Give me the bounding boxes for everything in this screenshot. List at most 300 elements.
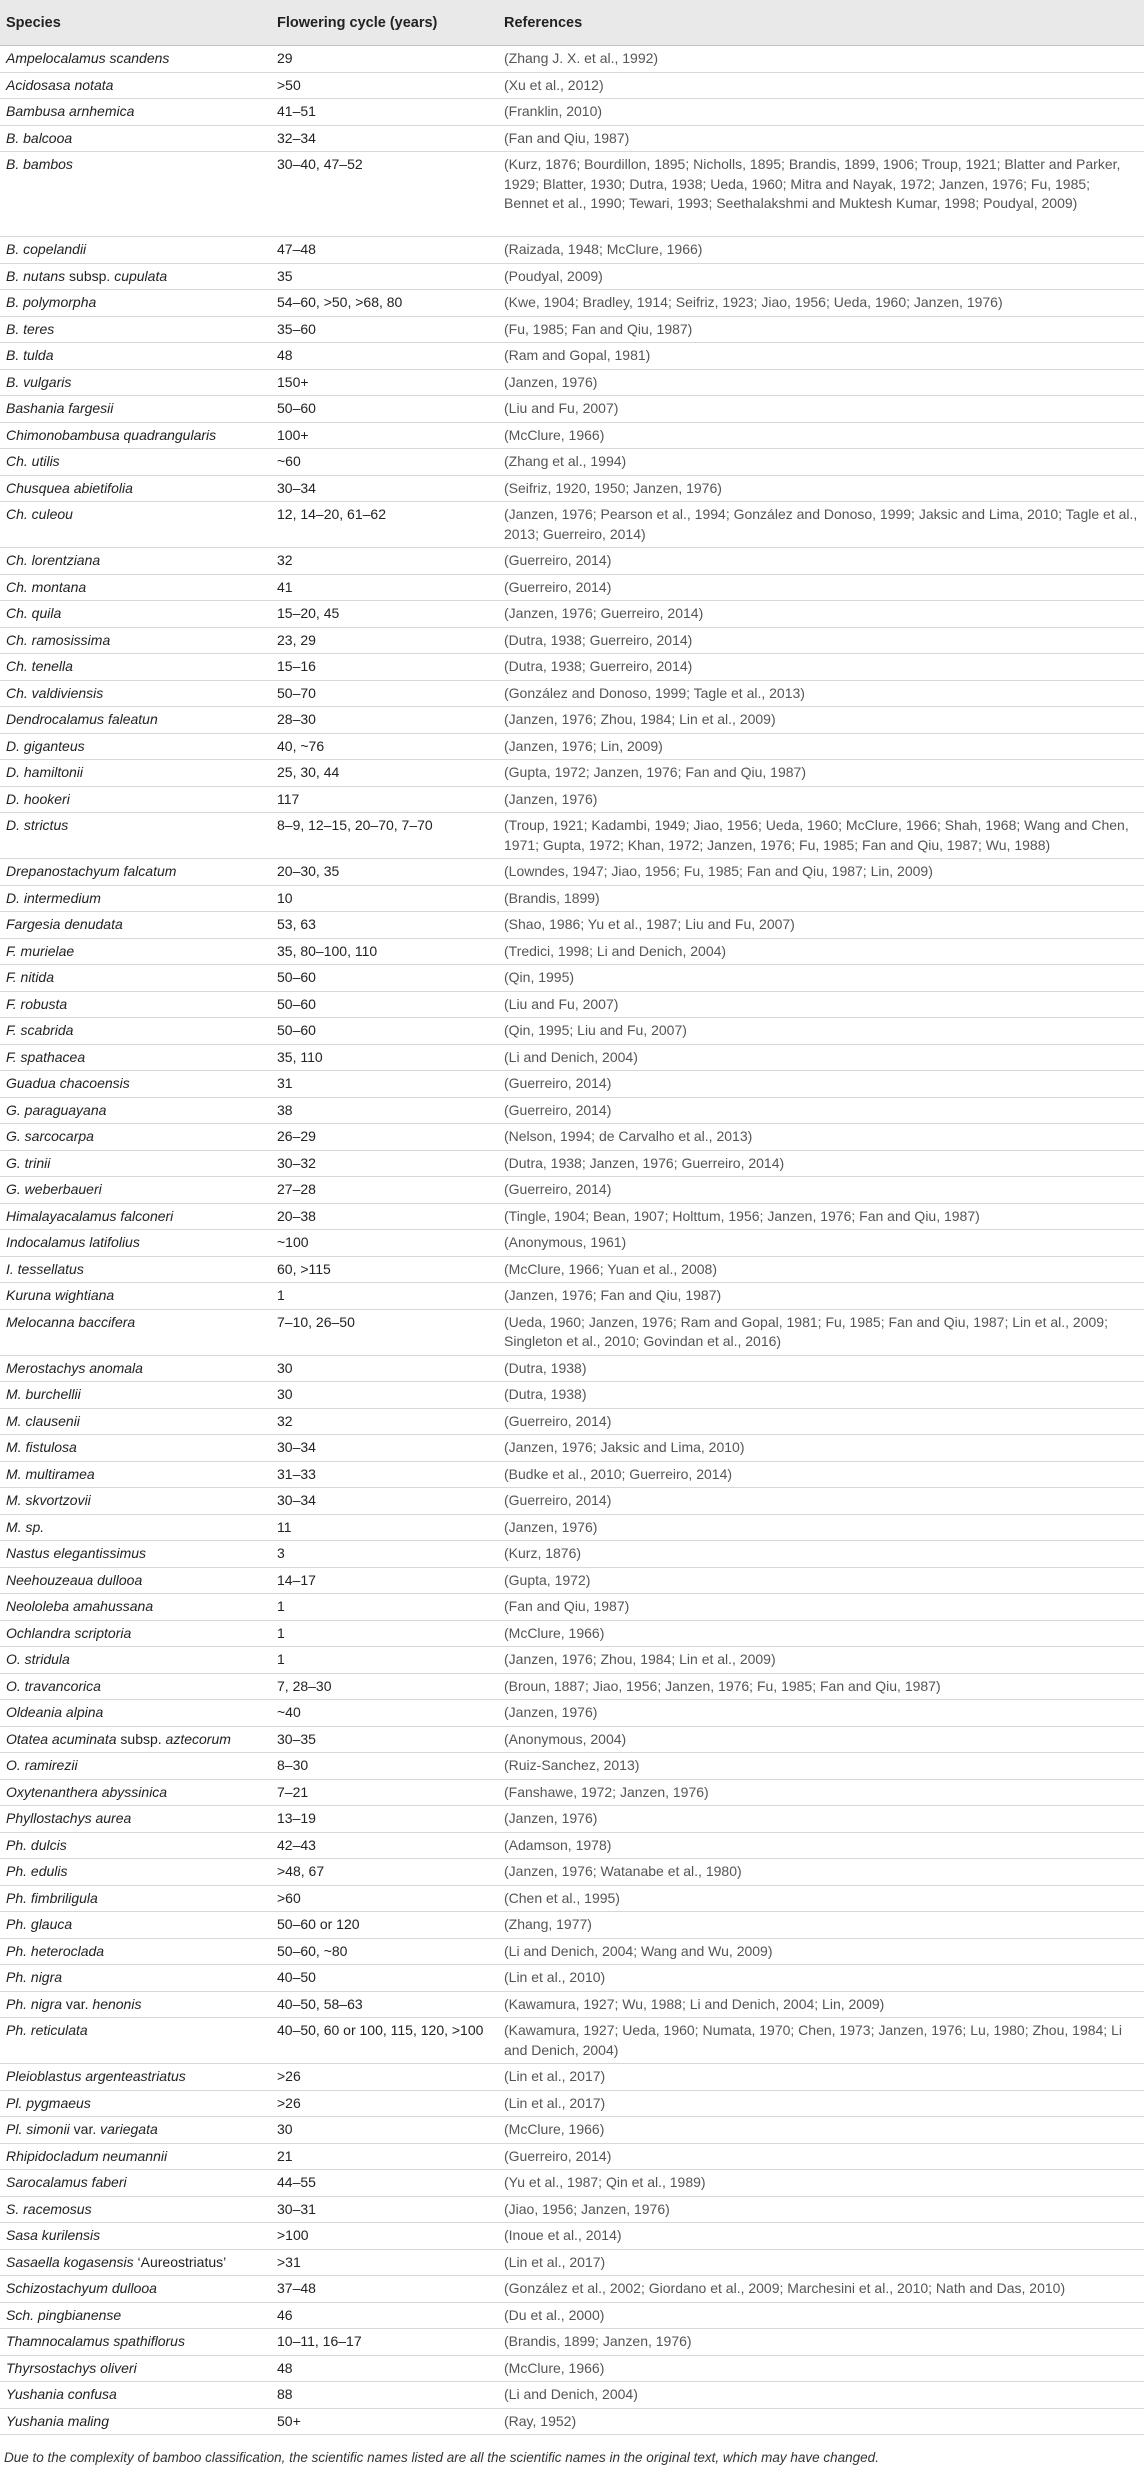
species-cell: Thyrsostachys oliveri xyxy=(0,2355,271,2382)
references-cell: (Ruiz-Sanchez, 2013) xyxy=(495,1753,1144,1780)
table-row xyxy=(0,1488,1144,1515)
references-cell: (Lin et al., 2017) xyxy=(495,2249,1144,2276)
table-row xyxy=(0,1567,1144,1594)
table-row xyxy=(0,1435,1144,1462)
flowering-cycle-cell: 50–60, ~80 xyxy=(271,1938,495,1965)
flowering-cycle-cell: 50–60 xyxy=(271,1018,495,1045)
flowering-cycle-cell: 30 xyxy=(271,1382,495,1409)
table-row xyxy=(0,449,1144,476)
references-cell: (Budke et al., 2010; Guerreiro, 2014) xyxy=(495,1461,1144,1488)
header-flowering-cycle: Flowering cycle (years) xyxy=(271,0,495,46)
species-cell: Fargesia denudata xyxy=(0,912,271,939)
species-cell: M. multiramea xyxy=(0,1461,271,1488)
species-cell: Oldeania alpina xyxy=(0,1700,271,1727)
table-row xyxy=(0,2382,1144,2409)
species-cell: G. trinii xyxy=(0,1150,271,1177)
references-cell: (Fu, 1985; Fan and Qiu, 1987) xyxy=(495,316,1144,343)
references-cell: (Qin, 1995; Liu and Fu, 2007) xyxy=(495,1018,1144,1045)
references-cell: (Yu et al., 1987; Qin et al., 1989) xyxy=(495,2170,1144,2197)
species-cell: Bashania fargesii xyxy=(0,396,271,423)
flowering-cycle-cell: 30–32 xyxy=(271,1150,495,1177)
table-row xyxy=(0,2355,1144,2382)
references-cell: (Inoue et al., 2014) xyxy=(495,2223,1144,2250)
table-row xyxy=(0,1965,1144,1992)
references-cell: (Janzen, 1976; Jaksic and Lima, 2010) xyxy=(495,1435,1144,1462)
table-row xyxy=(0,1044,1144,1071)
references-cell: (Brandis, 1899; Janzen, 1976) xyxy=(495,2329,1144,2356)
table-row xyxy=(0,1647,1144,1674)
species-cell: B. polymorpha xyxy=(0,290,271,317)
flowering-cycle-cell: 31–33 xyxy=(271,1461,495,1488)
references-cell: (González and Donoso, 1999; Tagle et al., 2013) xyxy=(495,680,1144,707)
table-row xyxy=(0,2196,1144,2223)
species-cell: Drepanostachyum falcatum xyxy=(0,859,271,886)
species-cell: Ph. heteroclada xyxy=(0,1938,271,1965)
species-cell: Ochlandra scriptoria xyxy=(0,1620,271,1647)
flowering-cycle-cell: 40–50, 58–63 xyxy=(271,1991,495,2018)
flowering-cycle-cell: 46 xyxy=(271,2302,495,2329)
species-cell: Ch. tenella xyxy=(0,654,271,681)
flowering-cycle-cell: 26–29 xyxy=(271,1124,495,1151)
flowering-cycle-cell: 8–9, 12–15, 20–70, 7–70 xyxy=(271,813,495,859)
table-row xyxy=(0,1779,1144,1806)
table-row xyxy=(0,885,1144,912)
flowering-cycle-cell: 7–10, 26–50 xyxy=(271,1309,495,1355)
references-cell: (Shao, 1986; Yu et al., 1987; Liu and Fu, 2007) xyxy=(495,912,1144,939)
species-cell: Pl. simonii var. variegata xyxy=(0,2117,271,2144)
table-row xyxy=(0,2223,1144,2250)
table-row xyxy=(0,680,1144,707)
table-row xyxy=(0,1726,1144,1753)
species-cell: Nastus elegantissimus xyxy=(0,1541,271,1568)
species-cell: Yushania maling xyxy=(0,2408,271,2435)
species-cell: Otatea acuminata subsp. aztecorum xyxy=(0,1726,271,1753)
species-cell: Bambusa arnhemica xyxy=(0,99,271,126)
table-row xyxy=(0,912,1144,939)
species-cell: F. scabrida xyxy=(0,1018,271,1045)
references-cell: (Li and Denich, 2004) xyxy=(495,1044,1144,1071)
table-row xyxy=(0,2302,1144,2329)
table-row xyxy=(0,1753,1144,1780)
table-row xyxy=(0,2064,1144,2091)
references-cell: (Janzen, 1976; Watanabe et al., 1980) xyxy=(495,1859,1144,1886)
flowering-cycle-cell: 60, >115 xyxy=(271,1256,495,1283)
species-cell: D. strictus xyxy=(0,813,271,859)
flowering-cycle-cell: 10 xyxy=(271,885,495,912)
flowering-cycle-cell: 44–55 xyxy=(271,2170,495,2197)
table-row xyxy=(0,99,1144,126)
references-cell: (Janzen, 1976) xyxy=(495,1700,1144,1727)
species-cell: Thamnocalamus spathiflorus xyxy=(0,2329,271,2356)
references-cell: (Dutra, 1938; Janzen, 1976; Guerreiro, 2014) xyxy=(495,1150,1144,1177)
species-cell: Oxytenanthera abyssinica xyxy=(0,1779,271,1806)
species-cell: B. balcooa xyxy=(0,125,271,152)
flowering-cycle-cell: 41 xyxy=(271,574,495,601)
species-cell: Ch. utilis xyxy=(0,449,271,476)
species-cell: Kuruna wightiana xyxy=(0,1283,271,1310)
references-cell: (Troup, 1921; Kadambi, 1949; Jiao, 1956; Ueda, 1960; McClure, 1966; Shah, 1968; Wang and Chen, 1971; Gupta, 1972; Khan, 1972; Janzen, 1976; Fu, 1985; Fan and Qiu, 1987; Wu, 1988) xyxy=(495,813,1144,859)
table-row xyxy=(0,237,1144,264)
flowering-cycle-cell: 15–16 xyxy=(271,654,495,681)
table-row xyxy=(0,601,1144,628)
flowering-cycle-cell: 15–20, 45 xyxy=(271,601,495,628)
species-cell: Schizostachyum dullooa xyxy=(0,2276,271,2303)
species-cell: Ph. glauca xyxy=(0,1912,271,1939)
table-row xyxy=(0,1700,1144,1727)
flowering-cycle-cell: 53, 63 xyxy=(271,912,495,939)
header-row xyxy=(0,0,1144,46)
species-cell: Ph. reticulata xyxy=(0,2018,271,2064)
flowering-cycle-cell: 30–34 xyxy=(271,1488,495,1515)
species-cell: Ph. fimbriligula xyxy=(0,1885,271,1912)
species-cell: F. nitida xyxy=(0,965,271,992)
flowering-cycle-cell: 40–50 xyxy=(271,1965,495,1992)
species-cell: Dendrocalamus faleatun xyxy=(0,707,271,734)
flowering-cycle-cell: 35, 110 xyxy=(271,1044,495,1071)
species-cell: Ampelocalamus scandens xyxy=(0,46,271,73)
flowering-cycle-cell: 28–30 xyxy=(271,707,495,734)
flowering-cycle-cell: 31 xyxy=(271,1071,495,1098)
references-cell: (McClure, 1966; Yuan et al., 2008) xyxy=(495,1256,1144,1283)
flowering-cycle-cell: 30 xyxy=(271,2117,495,2144)
flowering-cycle-cell: 32 xyxy=(271,548,495,575)
species-cell: Pl. pygmaeus xyxy=(0,2090,271,2117)
table-row xyxy=(0,813,1144,859)
references-cell: (Janzen, 1976) xyxy=(495,1806,1144,1833)
references-cell: (Guerreiro, 2014) xyxy=(495,1097,1144,1124)
references-cell: (Janzen, 1976; Pearson et al., 1994; González and Donoso, 1999; Jaksic and Lima, 2010; Tagle et al., 2013; Guerreiro, 2014) xyxy=(495,502,1144,548)
flowering-cycle-cell: 48 xyxy=(271,2355,495,2382)
header-species: Species xyxy=(0,0,271,46)
flowering-cycle-cell: 12, 14–20, 61–62 xyxy=(271,502,495,548)
table-row xyxy=(0,1912,1144,1939)
references-cell: (Brandis, 1899) xyxy=(495,885,1144,912)
table-row xyxy=(0,2249,1144,2276)
flowering-cycle-cell: 1 xyxy=(271,1283,495,1310)
references-cell: (Li and Denich, 2004) xyxy=(495,2382,1144,2409)
flowering-cycle-cell: 37–48 xyxy=(271,2276,495,2303)
species-cell: Ph. dulcis xyxy=(0,1832,271,1859)
table-row xyxy=(0,72,1144,99)
references-cell: (Zhang J. X. et al., 1992) xyxy=(495,46,1144,73)
species-cell: F. spathacea xyxy=(0,1044,271,1071)
flowering-cycle-cell: >60 xyxy=(271,1885,495,1912)
species-cell: Neehouzeaua dullooa xyxy=(0,1567,271,1594)
table-row xyxy=(0,1309,1144,1355)
references-cell: (Janzen, 1976; Zhou, 1984; Lin et al., 2009) xyxy=(495,707,1144,734)
table-row xyxy=(0,1355,1144,1382)
flowering-cycle-cell: 25, 30, 44 xyxy=(271,760,495,787)
flowering-cycle-cell: 23, 29 xyxy=(271,627,495,654)
references-cell: (Janzen, 1976; Lin, 2009) xyxy=(495,733,1144,760)
table-row xyxy=(0,2018,1144,2064)
species-cell: Sch. pingbianense xyxy=(0,2302,271,2329)
table-row xyxy=(0,263,1144,290)
flowering-cycle-cell: 7, 28–30 xyxy=(271,1673,495,1700)
references-cell: (Kawamura, 1927; Ueda, 1960; Numata, 1970; Chen, 1973; Janzen, 1976; Lu, 1980; Zhou, 1984; Li and Denich, 2004) xyxy=(495,2018,1144,2064)
table-row xyxy=(0,1150,1144,1177)
flowering-cycle-cell: 27–28 xyxy=(271,1177,495,1204)
references-cell: (McClure, 1966) xyxy=(495,1620,1144,1647)
table-row xyxy=(0,1018,1144,1045)
flowering-cycle-cell: 50–60 or 120 xyxy=(271,1912,495,1939)
references-cell: (Dutra, 1938; Guerreiro, 2014) xyxy=(495,654,1144,681)
flowering-cycle-cell: 30–34 xyxy=(271,1435,495,1462)
flowering-cycle-cell: 47–48 xyxy=(271,237,495,264)
table-row xyxy=(0,1859,1144,1886)
table-row xyxy=(0,1124,1144,1151)
references-cell: (McClure, 1966) xyxy=(495,2117,1144,2144)
flowering-cycle-cell: 20–30, 35 xyxy=(271,859,495,886)
flowering-cycle-cell: 29 xyxy=(271,46,495,73)
references-cell: (Fan and Qiu, 1987) xyxy=(495,1594,1144,1621)
references-cell: (Kurz, 1876) xyxy=(495,1541,1144,1568)
species-cell: Ph. nigra var. henonis xyxy=(0,1991,271,2018)
flowering-cycle-cell: 41–51 xyxy=(271,99,495,126)
table-row xyxy=(0,733,1144,760)
references-cell: (Franklin, 2010) xyxy=(495,99,1144,126)
species-cell: B. nutans subsp. cupulata xyxy=(0,263,271,290)
references-cell: (Janzen, 1976) xyxy=(495,786,1144,813)
flowering-cycle-cell: 42–43 xyxy=(271,1832,495,1859)
table-row xyxy=(0,1885,1144,1912)
species-cell: Phyllostachys aurea xyxy=(0,1806,271,1833)
references-cell: (Li and Denich, 2004; Wang and Wu, 2009) xyxy=(495,1938,1144,1965)
flowering-cycle-cell: 30–34 xyxy=(271,475,495,502)
species-cell: Pleioblastus argenteastriatus xyxy=(0,2064,271,2091)
species-cell: Acidosasa notata xyxy=(0,72,271,99)
flowering-cycle-cell: 50–60 xyxy=(271,965,495,992)
references-cell: (Tredici, 1998; Li and Denich, 2004) xyxy=(495,938,1144,965)
references-cell: (Zhang, 1977) xyxy=(495,1912,1144,1939)
flowering-cycle-cell: 40, ~76 xyxy=(271,733,495,760)
table-row xyxy=(0,1541,1144,1568)
references-cell: (Janzen, 1976) xyxy=(495,1514,1144,1541)
references-cell: (Kurz, 1876; Bourdillon, 1895; Nicholls, 1895; Brandis, 1899, 1906; Troup, 1921; Blatter and Parker, 1929; Blatter, 1930; Dutra, 1938; Ueda, 1960; Mitra and Nayak, 1972; Janzen, 1976; Fu, 1985; Bennet et al., 1990; Tewari, 1993; Seethalakshmi and Muktesh Kumar, 1998; Poudyal, 2009) xyxy=(495,152,1144,237)
table-row xyxy=(0,2276,1144,2303)
table-header xyxy=(0,0,1144,46)
references-cell: (Guerreiro, 2014) xyxy=(495,1488,1144,1515)
table-row xyxy=(0,2170,1144,2197)
flowering-cycle-cell: 20–38 xyxy=(271,1203,495,1230)
table-row xyxy=(0,290,1144,317)
flowering-cycle-cell: 1 xyxy=(271,1620,495,1647)
species-cell: O. ramirezii xyxy=(0,1753,271,1780)
species-cell: Chusquea abietifolia xyxy=(0,475,271,502)
table-row xyxy=(0,396,1144,423)
table-row xyxy=(0,475,1144,502)
species-cell: I. tessellatus xyxy=(0,1256,271,1283)
table-row xyxy=(0,46,1144,73)
flowering-cycle-cell: >50 xyxy=(271,72,495,99)
references-cell: (Kwe, 1904; Bradley, 1914; Seifriz, 1923; Jiao, 1956; Ueda, 1960; Janzen, 1976) xyxy=(495,290,1144,317)
species-cell: G. sarcocarpa xyxy=(0,1124,271,1151)
flowering-cycle-cell: 54–60, >50, >68, 80 xyxy=(271,290,495,317)
flowering-cycle-cell: 35–60 xyxy=(271,316,495,343)
table-row xyxy=(0,786,1144,813)
flowering-cycle-cell: 1 xyxy=(271,1594,495,1621)
table-row xyxy=(0,1256,1144,1283)
flowering-cycle-cell: 48 xyxy=(271,343,495,370)
species-cell: D. intermedium xyxy=(0,885,271,912)
references-cell: (Raizada, 1948; McClure, 1966) xyxy=(495,237,1144,264)
table-row xyxy=(0,2329,1144,2356)
references-cell: (Broun, 1887; Jiao, 1956; Janzen, 1976; Fu, 1985; Fan and Qiu, 1987) xyxy=(495,1673,1144,1700)
references-cell: (Du et al., 2000) xyxy=(495,2302,1144,2329)
table-row xyxy=(0,2143,1144,2170)
species-cell: M. skvortzovii xyxy=(0,1488,271,1515)
references-cell: (Zhang et al., 1994) xyxy=(495,449,1144,476)
flowering-cycle-cell: 3 xyxy=(271,1541,495,1568)
species-cell: Rhipidocladum neumannii xyxy=(0,2143,271,2170)
references-cell: (Poudyal, 2009) xyxy=(495,263,1144,290)
species-cell: G. weberbaueri xyxy=(0,1177,271,1204)
species-cell: B. bambos xyxy=(0,152,271,237)
table-row xyxy=(0,1938,1144,1965)
references-cell: (Janzen, 1976; Guerreiro, 2014) xyxy=(495,601,1144,628)
species-cell: B. copelandii xyxy=(0,237,271,264)
table-row xyxy=(0,422,1144,449)
flowering-cycle-cell: 30–35 xyxy=(271,1726,495,1753)
species-cell: Ch. quila xyxy=(0,601,271,628)
table-row xyxy=(0,574,1144,601)
references-cell: (Fan and Qiu, 1987) xyxy=(495,125,1144,152)
flowering-cycle-cell: >48, 67 xyxy=(271,1859,495,1886)
flowering-cycle-cell: ~40 xyxy=(271,1700,495,1727)
table-row xyxy=(0,1203,1144,1230)
table-row xyxy=(0,152,1144,237)
references-cell: (Dutra, 1938; Guerreiro, 2014) xyxy=(495,627,1144,654)
flowering-cycle-cell: 38 xyxy=(271,1097,495,1124)
references-cell: (Fanshawe, 1972; Janzen, 1976) xyxy=(495,1779,1144,1806)
flowering-cycle-cell: 30 xyxy=(271,1355,495,1382)
table-row xyxy=(0,548,1144,575)
references-cell: (Janzen, 1976; Zhou, 1984; Lin et al., 2009) xyxy=(495,1647,1144,1674)
species-cell: M. sp. xyxy=(0,1514,271,1541)
species-cell: Ch. lorentziana xyxy=(0,548,271,575)
species-cell: Indocalamus latifolius xyxy=(0,1230,271,1257)
species-cell: Ph. edulis xyxy=(0,1859,271,1886)
species-cell: D. giganteus xyxy=(0,733,271,760)
table-row xyxy=(0,965,1144,992)
flowering-cycle-cell: 7–21 xyxy=(271,1779,495,1806)
flowering-cycle-cell: 88 xyxy=(271,2382,495,2409)
species-cell: Sasa kurilensis xyxy=(0,2223,271,2250)
table-row xyxy=(0,343,1144,370)
flowering-cycle-cell: >26 xyxy=(271,2064,495,2091)
table-row xyxy=(0,2117,1144,2144)
species-cell: Guadua chacoensis xyxy=(0,1071,271,1098)
flowering-cycle-cell: 50–60 xyxy=(271,396,495,423)
table-row xyxy=(0,1806,1144,1833)
flowering-cycle-cell: 11 xyxy=(271,1514,495,1541)
references-cell: (Xu et al., 2012) xyxy=(495,72,1144,99)
references-cell: (Liu and Fu, 2007) xyxy=(495,396,1144,423)
table-row xyxy=(0,938,1144,965)
species-cell: B. vulgaris xyxy=(0,369,271,396)
flowering-cycle-cell: 30–31 xyxy=(271,2196,495,2223)
table-row xyxy=(0,859,1144,886)
table-row xyxy=(0,760,1144,787)
flowering-cycle-cell: 150+ xyxy=(271,369,495,396)
references-cell: (Lin et al., 2010) xyxy=(495,1965,1144,1992)
flowering-cycle-cell: 35 xyxy=(271,263,495,290)
species-cell: Ch. valdiviensis xyxy=(0,680,271,707)
species-cell: F. robusta xyxy=(0,991,271,1018)
species-cell: Merostachys anomala xyxy=(0,1355,271,1382)
table-body xyxy=(0,46,1144,2435)
table-row xyxy=(0,1461,1144,1488)
species-cell: B. teres xyxy=(0,316,271,343)
flowering-cycle-cell: 30–40, 47–52 xyxy=(271,152,495,237)
table-row xyxy=(0,1177,1144,1204)
flowering-cycle-cell: 50–60 xyxy=(271,991,495,1018)
flowering-cycle-cell: 14–17 xyxy=(271,1567,495,1594)
references-cell: (Seifriz, 1920, 1950; Janzen, 1976) xyxy=(495,475,1144,502)
table-row xyxy=(0,125,1144,152)
species-cell: B. tulda xyxy=(0,343,271,370)
species-cell: S. racemosus xyxy=(0,2196,271,2223)
header-references: References xyxy=(495,0,1144,46)
species-cell: Ch. ramosissima xyxy=(0,627,271,654)
references-cell: (McClure, 1966) xyxy=(495,2355,1144,2382)
references-cell: (Dutra, 1938) xyxy=(495,1355,1144,1382)
references-cell: (Ueda, 1960; Janzen, 1976; Ram and Gopal, 1981; Fu, 1985; Fan and Qiu, 1987; Lin et al., 2009; Singleton et al., 2010; Govindan et al., 2016) xyxy=(495,1309,1144,1355)
references-cell: (Dutra, 1938) xyxy=(495,1382,1144,1409)
species-cell: Himalayacalamus falconeri xyxy=(0,1203,271,1230)
references-cell: (Anonymous, 2004) xyxy=(495,1726,1144,1753)
references-cell: (Adamson, 1978) xyxy=(495,1832,1144,1859)
species-cell: Ph. nigra xyxy=(0,1965,271,1992)
flowering-cycle-cell: 13–19 xyxy=(271,1806,495,1833)
species-cell: Sarocalamus faberi xyxy=(0,2170,271,2197)
species-cell: Neololeba amahussana xyxy=(0,1594,271,1621)
table-row xyxy=(0,369,1144,396)
references-cell: (Nelson, 1994; de Carvalho et al., 2013) xyxy=(495,1124,1144,1151)
table-row xyxy=(0,991,1144,1018)
references-cell: (Tingle, 1904; Bean, 1907; Holttum, 1956; Janzen, 1976; Fan and Qiu, 1987) xyxy=(495,1203,1144,1230)
table-row xyxy=(0,1991,1144,2018)
references-cell: (Guerreiro, 2014) xyxy=(495,2143,1144,2170)
references-cell: (Gupta, 1972) xyxy=(495,1567,1144,1594)
table-row xyxy=(0,1408,1144,1435)
table-row xyxy=(0,627,1144,654)
references-cell: (Guerreiro, 2014) xyxy=(495,574,1144,601)
species-cell: Sasaella kogasensis ‘Aureostriatus’ xyxy=(0,2249,271,2276)
flowering-cycle-cell: 117 xyxy=(271,786,495,813)
species-cell: Chimonobambusa quadrangularis xyxy=(0,422,271,449)
flowering-cycle-cell: >100 xyxy=(271,2223,495,2250)
references-cell: (McClure, 1966) xyxy=(495,422,1144,449)
flowering-cycle-cell: 8–30 xyxy=(271,1753,495,1780)
table-row xyxy=(0,1097,1144,1124)
flowering-cycle-cell: 1 xyxy=(271,1647,495,1674)
flowering-cycle-cell: 100+ xyxy=(271,422,495,449)
table-row xyxy=(0,707,1144,734)
species-cell: M. burchellii xyxy=(0,1382,271,1409)
flowering-cycle-cell: ~100 xyxy=(271,1230,495,1257)
references-cell: (Lin et al., 2017) xyxy=(495,2064,1144,2091)
species-cell: M. fistulosa xyxy=(0,1435,271,1462)
references-cell: (Guerreiro, 2014) xyxy=(495,548,1144,575)
table-row xyxy=(0,1382,1144,1409)
flowering-cycle-cell: 32 xyxy=(271,1408,495,1435)
species-cell: O. stridula xyxy=(0,1647,271,1674)
references-cell: (Guerreiro, 2014) xyxy=(495,1408,1144,1435)
table-row xyxy=(0,1594,1144,1621)
species-cell: M. clausenii xyxy=(0,1408,271,1435)
species-cell: D. hookeri xyxy=(0,786,271,813)
